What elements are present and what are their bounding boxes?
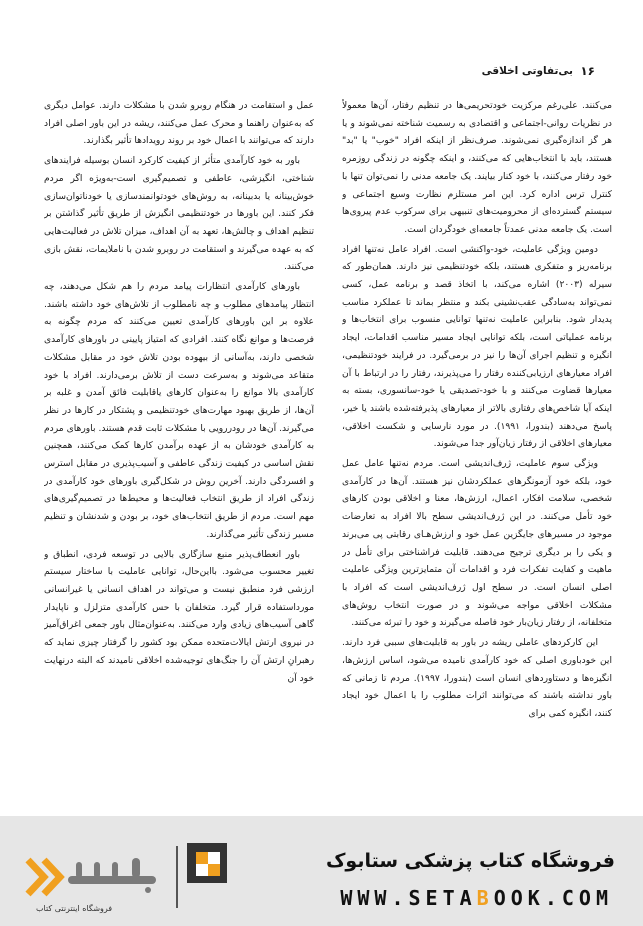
website-highlight: B [476, 886, 494, 910]
website-suffix: OOK.COM [493, 886, 613, 910]
right-column [342, 98, 612, 814]
left-column [44, 98, 314, 814]
paragraph: باورهای کارآمدی انتظارات پیامد مردم را هم شکل می‌دهند، چه انتظار پیامدهای مطلوب و چه نامطلوب از تلاش‌های خود داشته باشند. علاوه بر این باورهای کارآمدی تعیین می‌کنند که مردم چگونه به فرصت‌ها و موانع نگاه کنند. افرادی که امتیاز پایینی در باورهای کارآمدی شخصی دارند، به‌آسانی از بیهوده بودن تلاش خود در مقابل مشکلات متقاعد می‌شوند و به‌سرعت دست از تلاش برمی‌دارند. افراد با خود کارآمدی بالا موانع را به‌عنوان کارهای یاقابلیت فائق آمدن و غلبه بر آن‌ها، از طریق بهبود مهارت‌های خودتنظیمی و پشتکار در کارها در نظر می‌گیرند. آن‌ها در رودررویی با مشکلات ثابت قدم هستند. باورهای مردم به کارآمدی خودشان به از عهده برآمدن کارها کمک می‌کنند، همچنین نقش اساسی در کیفیت زندگی عاطفی و آسیب‌پذیری در مقابل استرس و افسردگی دارند. آخرین روش در شکل‌گیری باورهای خود کارآمدی در زندگی افراد از طریق انتخاب فعالیت‌ها و محیط‌ها در تصمیم‌گیری‌های مهم است. مردم از طریق انتخاب‌های خود، بر بودن و شدنشان و تنظیم مسیر زندگی تأثیر می‌گذارند. [44, 282, 314, 540]
website-prefix: WWW.SETA [340, 886, 477, 910]
page-number: ۱۶ [580, 64, 595, 78]
running-title: بی‌تفاوتی اخلاقی [481, 65, 573, 77]
logo-text: ستابوک [24, 854, 28, 855]
paragraph: دومین ویژگی عاملیت، خود-واکنشی است. افراد عامل نه‌تنها افراد برنامه‌ریز و متفکری هستند، بلکه خودتنظیمی نیز دارند. همان‌طور که سیرله (۲۰۰۳) اشاره می‌کند، با اتخاذ قصد و برنامه عمل، کسی نمی‌تواند به‌سادگی عقب‌نشینی بکند و منتظر بماند تا عملکرد مناسب پدیدار شود. بنابراین عاملیت نه‌تنها توانایی منسوب برای انتخاب‌ها و برنامه عملیاتی است، بلکه توانایی ایجاد مسیر مناسب اقدامات، ایجاد انگیزه و تنظیم اجرای آن‌ها را نیز در برمی‌گیرد. در فرایند خودتنظیمی، افراد معیارهای ارزیابی‌کننده رفتار را می‌پذیرند، رفتار را در ارتباط با آن معیارها قضاوت می‌کنند و با خود-تصدیقی یا خود-سانسوری، بسته به اینکه آیا شاخص‌های رفتاری بالاتر از معیارهای پذیرفته‌شده باشند یا خیر، پاسخ می‌دهند (بندورا، ۱۹۹۱). در مورد نارسایی و شکست اخلاقی، معیارهای اخلاقی از رفتار زیان‌آور جدا می‌شوند. [342, 244, 612, 450]
double-chevron-icon [28, 860, 60, 894]
paragraph: می‌کنند. علی‌رغم مرکزیت خودتحریمی‌ها در تنظیم رفتار، آن‌ها معمولاً در نظریات روانی-اجتماعی و اقتصادی به رسمیت شناخته نمی‌شوند و یا هر گز اندازه‌گیری نمی‌شوند. صرف‌نظر از اینکه افراد "خوب" یا "بد" هستند، باید با انتخاب‌هایی که می‌کنند، و اینکه چگونه در زندگی روزمره خود رفتار می‌کنند، با خود کنار بیایند. یک جامعه مدنی را نمی‌توان تنها با کنترل ترس اداره کرد. این امر مستلزم نظارت وسیع اجتماعی و سیستم گسترده‌ای از محرومیت‌های تنبیهی برای سرکوب عدم پیروی‌ها است. یک جامعه مدنی عمدتاً جامعه‌ای خودگردان است. [342, 101, 612, 235]
paragraph: عمل و استقامت در هنگام روبرو شدن با مشکلات دارند. عوامل دیگری که به‌عنوان راهنما و محرک عمل می‌کنند، ریشه در این باور اصلی افراد دارند که می‌توانند با اعمال خود بر روند رویدادها تأثیر بگذارند. [44, 101, 314, 147]
paragraph: باور انعطاف‌پذیر منبع سازگاری بالایی در توسعه فردی، انطباق و تغییر محسوب می‌شود. بااین‌حال، توانایی عاملیت با ساختار سیستم ارزشی فرد منطبق نیست و می‌تواند در اهداف انسانی یا غیرانسانی مورداستفاده قرار گیرد. متخلفان با حس کارآمدی متزلزل و ناپایدار گاهی آسیب‌های زیادی وارد می‌کنند. به‌عنوان‌مثال باور جمعی اغراق‌آمیز در نیروی ارتش ایالات‌متحده ممکن بود کشور را گرفتار چیزی نماید که رهبرانِ ارتش آن را جنگ‌های توجیه‌شده اخلاقی نامیدند که البته درنهایت خود آن [44, 549, 314, 684]
footer-divider [176, 846, 178, 908]
publisher-footer [0, 816, 643, 926]
chevron-badge-icon [186, 842, 228, 884]
logo-subtitle: فروشگاه اینترنتی کتاب [36, 904, 113, 913]
paragraph: این کارکردهای عاملی ریشه در باور به قابلیت‌های سببی فرد دارند. این خودباوری اصلی که خود کارآمدی نامیده می‌شود، اساس ارزش‌ها، انگیزه‌ها و دستاوردهای انسان است (بندورا، ۱۹۹۷). مردم تا زمانی که باور نداشته باشند که می‌توانند اثرات مطلوب را با اعمال خود ایجاد کنند، انگیزه کمی برای [342, 638, 612, 719]
page-header [40, 64, 595, 84]
shop-name: فروشگاه کتاب پزشکی ستابوک [325, 850, 615, 872]
paragraph: باور به خود کارآمدی متأثر از کیفیت کارکرد انسان بوسیله فرایندهای شناختی، انگیزشی، عاطفی و تصمیم‌گیری است-به‌ویژه اگر مردم خوش‌بینانه یا بدبینانه، به روش‌های خودتوانمندسازی یا خودناتوان‌سازی فکر کنند. این باورها در خودتنظیمی انگیزش از طریق تأثیر گذاشتن بر تنظیم اهداف و چالش‌ها، تعهد به آن اهداف، میزان تلاش در فعالیت‌هایی که به عهده می‌گیرند و استقامت در روبرو شدن با ناملایمات، نقش بازی می‌کنند. [44, 156, 314, 273]
paragraph: ویژگی سوم عاملیت، ژرف‌اندیشی است. مردم نه‌تنها عامل عمل خود، بلکه خود آزمونگرهای عملکردشان نیز هستند. آن‌ها در کارآمدی شخصی، سلامت افکار، اعمال، ارزش‌ها، معنا و اخلاقی بودن کارهای خود تأمل می‌کنند. در این ژرف‌اندیشی سطح بالا افراد به تعارضات موجود در مسیرهای جایگزین عمل خود و ارزش‌هـای رقابتی پی می‌برند و یکی را بر دیگری ترجیح می‌دهند. قابلیت فراشناختی برای تأمل در ماهیت و کفایت تفکرات فرد و اقدامات آن متمایزترین ویژگی عاملیت اصلی انسان است. در سطح اول ژرف‌اندیشی است که افراد با مشکلات اخلاقی مواجه می‌شوند و در صورت انتخاب روش‌های متخلفانه، از رفتار زیان‌بار خود فاصله می‌گیرند و خود را تبرئه می‌کنند. [342, 459, 612, 629]
website-link[interactable] [340, 886, 613, 910]
setabook-logo [24, 854, 164, 900]
